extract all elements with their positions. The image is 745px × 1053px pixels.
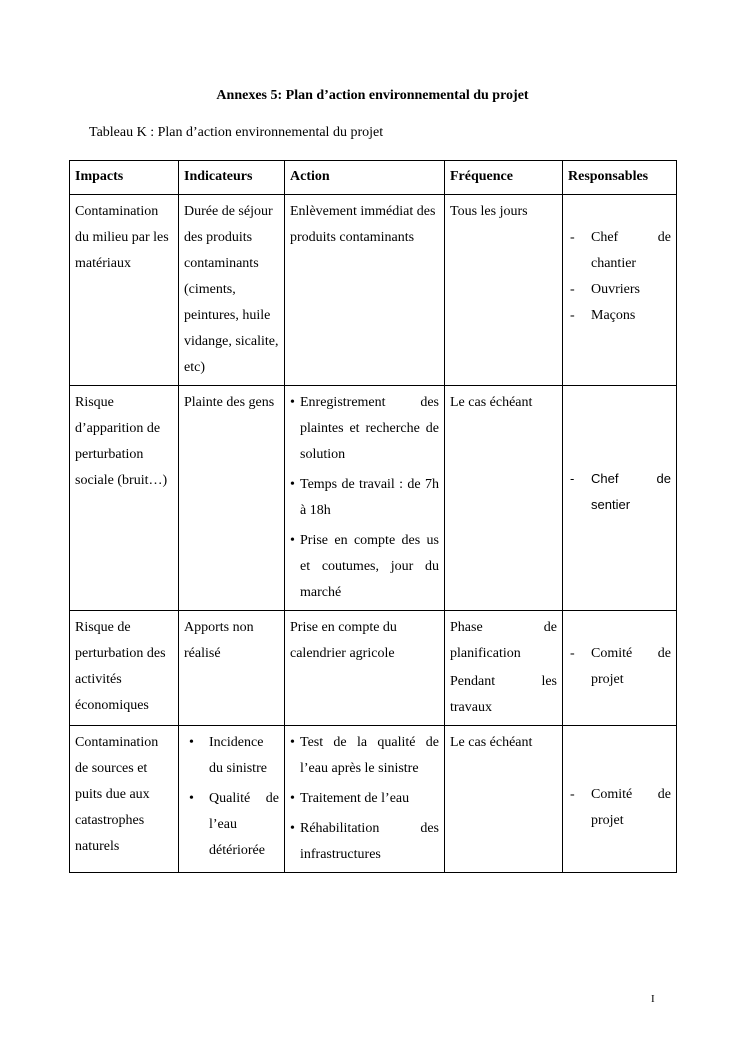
responsables-cell	[563, 726, 677, 873]
list-item: - Maçons	[568, 303, 671, 329]
list-item: • Traitement de l’eau	[290, 786, 439, 812]
page-number: I	[651, 993, 655, 1005]
list-item: - Comité de projet	[568, 782, 671, 834]
table-caption: Tableau K : Plan d’action environnemental du projet	[89, 125, 384, 140]
indicator-list	[184, 730, 279, 864]
table-row	[70, 195, 677, 386]
frequency-cell: Le cas échéant	[445, 726, 563, 873]
list-item: - Ouvriers	[568, 277, 671, 303]
responsables-list	[568, 782, 671, 834]
table-row	[70, 611, 677, 726]
header-indicateurs: Indicateurs	[179, 161, 285, 195]
list-item: • Qualité de l’eau détériorée	[184, 786, 279, 864]
responsables-list	[568, 225, 671, 329]
indicator-cell	[179, 726, 285, 873]
list-item: • Enregistrement des plaintes et recherche de solution	[290, 390, 439, 468]
responsables-cell	[563, 611, 677, 726]
frequency-line: Pendant les travaux	[450, 674, 557, 715]
impact-cell: Contamination de sources et puits due aux catastrophes naturels	[70, 726, 179, 873]
list-item: - Comité de projet	[568, 641, 671, 693]
frequency-cell: Le cas échéant	[445, 386, 563, 611]
header-frequence: Fréquence	[445, 161, 563, 195]
action-list	[290, 390, 439, 606]
frequency-cell: Tous les jours	[445, 195, 563, 386]
header-action: Action	[285, 161, 445, 195]
frequency-cell	[445, 611, 563, 726]
indicator-cell: Plainte des gens	[179, 386, 285, 611]
header-row	[70, 161, 677, 195]
header-responsables: Responsables	[563, 161, 677, 195]
indicator-cell: Durée de séjour des produits contaminants (ciments, peintures, huile vidange, sicalite, etc)	[179, 195, 285, 386]
list-item: • Test de la qualité de l’eau après le sinistre	[290, 730, 439, 782]
impact-cell: Risque d’apparition de perturbation sociale (bruit…)	[70, 386, 179, 611]
list-item: • Réhabilitation des infrastructures	[290, 816, 439, 868]
action-cell: Prise en compte du calendrier agricole	[285, 611, 445, 726]
responsables-cell	[563, 386, 677, 611]
indicator-cell: Apports non réalisé	[179, 611, 285, 726]
list-item: • Temps de travail : de 7h à 18h	[290, 472, 439, 524]
list-item: • Prise en compte des us et coutumes, jour du marché	[290, 528, 439, 606]
action-plan-table	[69, 160, 677, 873]
list-item: • Incidence du sinistre	[184, 730, 279, 782]
table-row	[70, 386, 677, 611]
list-item: - Chef de sentier	[568, 466, 671, 518]
list-item: - Chef de chantier	[568, 225, 671, 277]
responsables-list	[568, 466, 671, 518]
action-cell: Enlèvement immédiat des produits contaminants	[285, 195, 445, 386]
impact-cell: Risque de perturbation des activités économiques	[70, 611, 179, 726]
action-cell	[285, 726, 445, 873]
page-title: Annexes 5: Plan d’action environnemental du projet	[216, 88, 529, 103]
frequency-line: Phase de planification	[450, 620, 557, 661]
action-list	[290, 730, 439, 868]
table-row	[70, 726, 677, 873]
responsables-cell	[563, 195, 677, 386]
responsables-list	[568, 641, 671, 693]
impact-cell: Contamination du milieu par les matériaux	[70, 195, 179, 386]
action-cell	[285, 386, 445, 611]
header-impacts: Impacts	[70, 161, 179, 195]
